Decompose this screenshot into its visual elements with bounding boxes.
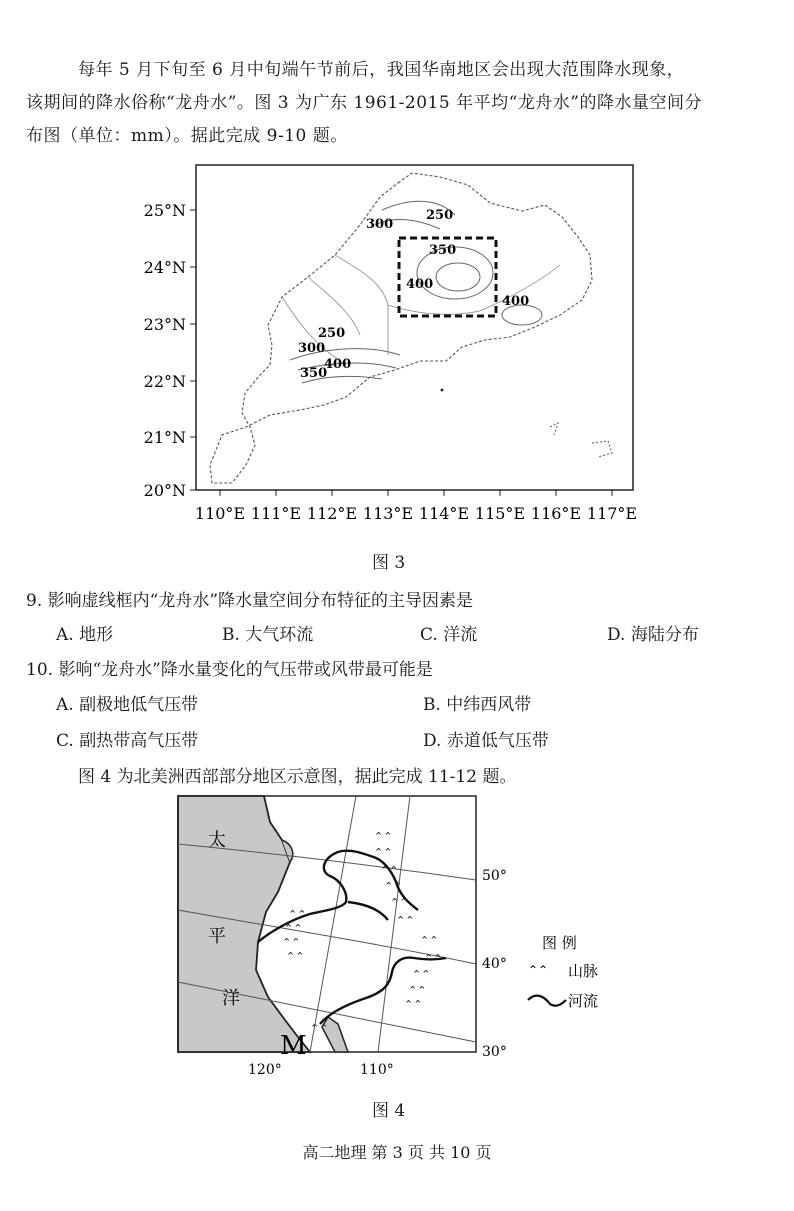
legend — [528, 934, 598, 1010]
lon-label-117: 117°E — [586, 504, 638, 523]
contour-label: 300 — [366, 217, 394, 232]
lat-label-30: 30° — [482, 1044, 507, 1060]
lon-label-116: 116°E — [530, 504, 582, 523]
lon-label-113: 113°E — [362, 504, 414, 523]
svg-text:⌃⌃: ⌃⌃ — [396, 914, 415, 927]
contour-label: 250 — [318, 326, 346, 341]
intro-line-1: 每年 5 月下旬至 6 月中旬端午节前后，我国华南地区会出现大范围降水现象， — [78, 60, 685, 80]
svg-text:⌃⌃: ⌃⌃ — [384, 880, 403, 893]
lon-label-112: 112°E — [306, 504, 358, 523]
legend-title: 图 例 — [542, 934, 577, 952]
legend-mountain-icon: ⌃⌃ — [528, 963, 549, 977]
question-text: 影响“龙舟水”降水量变化的气压带或风带最可能是 — [58, 660, 433, 680]
q9-option-a[interactable]: A. 地形 — [56, 625, 114, 645]
contour-label: 400 — [406, 277, 434, 292]
question-9 — [26, 586, 473, 611]
svg-text:⌃⌃: ⌃⌃ — [282, 936, 301, 949]
figure-3-map — [143, 165, 650, 530]
island-dot — [441, 389, 444, 392]
lon-label-120: 120° — [248, 1062, 282, 1078]
lon-label-115: 115°E — [474, 504, 526, 523]
svg-text:⌃⌃: ⌃⌃ — [310, 1022, 329, 1035]
svg-text:⌃⌃: ⌃⌃ — [288, 908, 307, 921]
svg-text:⌃⌃: ⌃⌃ — [408, 984, 427, 997]
intro-line-2: 该期间的降水俗称“龙舟水”。图 3 为广东 1961-2015 年平均“龙舟水”的降水量空间分 — [26, 93, 702, 113]
figure-4-map — [170, 792, 640, 1090]
contour-label: 400 — [502, 294, 530, 309]
legend-mountain-label: 山脉 — [568, 962, 599, 980]
lon-label-114: 114°E — [418, 504, 470, 523]
svg-text:⌃⌃: ⌃⌃ — [412, 968, 431, 981]
question-text: 影响虚线框内“龙舟水”降水量空间分布特征的主导因素是 — [47, 591, 474, 611]
map-frame — [196, 165, 633, 490]
lat-label-40: 40° — [482, 956, 507, 972]
question-number: 10. — [26, 660, 54, 680]
svg-text:⌃⌃: ⌃⌃ — [286, 950, 305, 963]
q9-option-d[interactable]: D. 海陆分布 — [607, 625, 699, 645]
lon-label-110: 110° — [360, 1062, 394, 1078]
question-10 — [26, 655, 433, 680]
lat-label-25: 25°N — [143, 201, 186, 220]
intro-line-3: 布图（单位：mm）。据此完成 9-10 题。 — [26, 126, 348, 146]
legend-river-label: 河流 — [568, 992, 599, 1010]
ocean-label-yang: 洋 — [222, 988, 240, 1009]
svg-text:⌃⌃: ⌃⌃ — [420, 934, 439, 947]
svg-text:⌃⌃: ⌃⌃ — [424, 952, 443, 965]
figure-4-caption: 图 4 — [372, 1101, 406, 1121]
q10-option-d[interactable]: D. 赤道低气压带 — [423, 731, 549, 751]
lon-axis — [195, 490, 637, 523]
contour-label: 250 — [426, 208, 454, 223]
svg-text:⌃⌃: ⌃⌃ — [374, 830, 393, 843]
location-marker-m: M — [280, 1031, 307, 1061]
lat-label-22: 22°N — [143, 372, 186, 391]
lat-label-24: 24°N — [143, 258, 186, 277]
intro-paragraph — [26, 54, 771, 153]
svg-text:⌃⌃: ⌃⌃ — [404, 998, 423, 1011]
lat-label-21: 21°N — [143, 428, 186, 447]
lon-label-110: 110°E — [194, 504, 246, 523]
lat-label-23: 23°N — [143, 315, 186, 334]
q10-option-b[interactable]: B. 中纬西风带 — [423, 695, 532, 715]
contour-label: 300 — [298, 341, 326, 356]
svg-text:⌃⌃: ⌃⌃ — [284, 922, 303, 935]
svg-text:⌃⌃: ⌃⌃ — [380, 864, 399, 877]
page-footer: 高二地理 第 3 页 共 10 页 — [302, 1143, 492, 1162]
q10-option-a[interactable]: A. 副极地低气压带 — [56, 695, 199, 715]
lon-label-111: 111°E — [250, 504, 302, 523]
legend-river-icon — [528, 996, 566, 1006]
lat-label-20: 20°N — [143, 481, 186, 500]
svg-text:⌃⌃: ⌃⌃ — [374, 846, 393, 859]
svg-text:⌃⌃: ⌃⌃ — [390, 896, 409, 909]
lat-axis — [144, 201, 196, 500]
contour-label: 350 — [300, 366, 328, 381]
intro-2: 图 4 为北美洲西部部分地区示意图，据此完成 11-12 题。 — [78, 767, 517, 787]
q10-option-c[interactable]: C. 副热带高气压带 — [56, 731, 199, 751]
ocean-label-tai: 太 — [208, 830, 226, 851]
ocean-label-ping: 平 — [208, 926, 226, 947]
contour-label: 350 — [429, 243, 457, 258]
contour-label: 400 — [324, 357, 352, 372]
figure-3-caption: 图 3 — [372, 553, 406, 573]
question-number: 9. — [26, 591, 43, 611]
q9-option-c[interactable]: C. 洋流 — [420, 625, 478, 645]
q9-option-b[interactable]: B. 大气环流 — [222, 625, 314, 645]
lat-label-50: 50° — [482, 868, 507, 884]
